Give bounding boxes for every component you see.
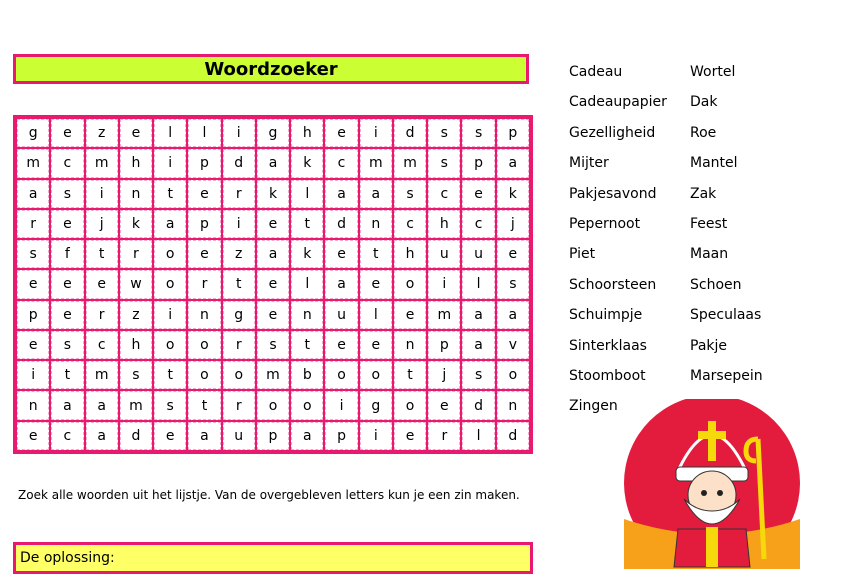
grid-cell[interactable]: u: [223, 422, 255, 450]
grid-cell[interactable]: n: [120, 180, 152, 208]
grid-cell[interactable]: i: [154, 301, 186, 329]
grid-cell[interactable]: h: [428, 210, 460, 238]
grid-cell[interactable]: j: [428, 361, 460, 389]
grid-cell[interactable]: n: [188, 301, 220, 329]
grid-cell[interactable]: m: [86, 149, 118, 177]
grid-cell[interactable]: a: [188, 422, 220, 450]
grid-cell[interactable]: i: [360, 119, 392, 147]
grid-cell[interactable]: e: [428, 391, 460, 419]
grid-cell[interactable]: p: [188, 210, 220, 238]
grid-cell[interactable]: e: [394, 301, 426, 329]
grid-cell[interactable]: s: [394, 180, 426, 208]
word-list-item: Mijter: [569, 155, 609, 172]
grid-cell[interactable]: h: [394, 240, 426, 268]
grid-cell[interactable]: k: [497, 180, 529, 208]
grid-cell[interactable]: c: [428, 180, 460, 208]
word-list-item: Gezelligheid: [569, 124, 656, 141]
grid-cell[interactable]: g: [360, 391, 392, 419]
grid-cell[interactable]: z: [120, 301, 152, 329]
grid-cell[interactable]: p: [257, 422, 289, 450]
word-list-item: Piet: [569, 246, 596, 263]
grid-cell[interactable]: j: [86, 210, 118, 238]
grid-cell[interactable]: d: [462, 391, 494, 419]
grid-cell[interactable]: i: [325, 391, 357, 419]
grid-cell[interactable]: t: [154, 361, 186, 389]
grid-cell[interactable]: r: [86, 301, 118, 329]
grid-cell[interactable]: t: [291, 331, 323, 359]
grid-cell[interactable]: k: [120, 210, 152, 238]
grid-cell[interactable]: a: [291, 422, 323, 450]
grid-cell[interactable]: e: [17, 270, 49, 298]
grid-cell[interactable]: n: [291, 301, 323, 329]
grid-cell[interactable]: e: [51, 210, 83, 238]
grid-cell[interactable]: i: [86, 180, 118, 208]
grid-cell[interactable]: t: [188, 391, 220, 419]
grid-cell[interactable]: d: [325, 210, 357, 238]
grid-cell[interactable]: k: [291, 240, 323, 268]
grid-cell[interactable]: u: [428, 240, 460, 268]
grid-cell[interactable]: o: [257, 391, 289, 419]
word-list-item: Pakjesavond: [569, 185, 657, 202]
grid-cell[interactable]: o: [223, 361, 255, 389]
grid-cell[interactable]: a: [497, 301, 529, 329]
grid-cell[interactable]: p: [17, 301, 49, 329]
grid-cell[interactable]: c: [51, 422, 83, 450]
letter-grid: [13, 115, 533, 454]
grid-cell[interactable]: g: [223, 301, 255, 329]
word-list-item: Pakje: [690, 337, 728, 354]
grid-cell[interactable]: c: [394, 210, 426, 238]
grid-cell[interactable]: o: [394, 391, 426, 419]
grid-cell[interactable]: r: [428, 422, 460, 450]
grid-cell[interactable]: t: [86, 240, 118, 268]
grid-cell[interactable]: a: [360, 180, 392, 208]
grid-cell[interactable]: s: [120, 361, 152, 389]
grid-cell[interactable]: a: [257, 149, 289, 177]
grid-cell[interactable]: e: [86, 270, 118, 298]
grid-cell[interactable]: m: [17, 149, 49, 177]
grid-cell[interactable]: g: [17, 119, 49, 147]
grid-cell[interactable]: s: [51, 180, 83, 208]
grid-cell[interactable]: z: [86, 119, 118, 147]
grid-cell[interactable]: e: [360, 270, 392, 298]
grid-cell[interactable]: e: [325, 119, 357, 147]
word-list-item: Sinterklaas: [569, 337, 647, 354]
grid-cell[interactable]: e: [17, 331, 49, 359]
grid-cell[interactable]: e: [51, 301, 83, 329]
grid-cell[interactable]: e: [257, 270, 289, 298]
grid-cell[interactable]: e: [394, 422, 426, 450]
grid-cell[interactable]: i: [223, 210, 255, 238]
grid-cell[interactable]: l: [291, 270, 323, 298]
grid-cell[interactable]: l: [462, 422, 494, 450]
grid-cell[interactable]: i: [223, 119, 255, 147]
grid-cell[interactable]: r: [120, 240, 152, 268]
word-list-item: Cadeau: [569, 64, 623, 80]
grid-cell[interactable]: m: [257, 361, 289, 389]
grid-cell[interactable]: m: [120, 391, 152, 419]
grid-cell[interactable]: s: [462, 361, 494, 389]
grid-cell[interactable]: i: [428, 270, 460, 298]
grid-cell[interactable]: n: [497, 391, 529, 419]
word-list-item: Zak: [690, 185, 717, 202]
grid-cell[interactable]: i: [17, 361, 49, 389]
grid-cell[interactable]: s: [462, 119, 494, 147]
word-list-item: Cadeaupapier: [569, 94, 667, 111]
grid-cell[interactable]: s: [497, 270, 529, 298]
word-list-item: Maan: [690, 246, 729, 263]
grid-cell[interactable]: u: [462, 240, 494, 268]
grid-cell[interactable]: t: [394, 361, 426, 389]
grid-cell[interactable]: o: [154, 331, 186, 359]
word-list-item: Roe: [690, 124, 717, 141]
grid-cell[interactable]: b: [291, 361, 323, 389]
grid-cell[interactable]: e: [325, 240, 357, 268]
puzzle-title: Woordzoeker: [13, 54, 529, 84]
grid-cell[interactable]: p: [188, 149, 220, 177]
word-list-item: Stoomboot: [569, 367, 646, 384]
grid-cell[interactable]: r: [223, 180, 255, 208]
grid-cell[interactable]: o: [154, 240, 186, 268]
word-list: [569, 62, 829, 427]
grid-cell[interactable]: e: [120, 119, 152, 147]
grid-cell[interactable]: s: [257, 331, 289, 359]
grid-cell[interactable]: m: [394, 149, 426, 177]
word-list-item: Pepernoot: [569, 215, 641, 232]
grid-cell[interactable]: z: [223, 240, 255, 268]
grid-cell[interactable]: a: [462, 301, 494, 329]
grid-cell[interactable]: r: [223, 331, 255, 359]
grid-cell[interactable]: a: [154, 210, 186, 238]
grid-cell[interactable]: g: [257, 119, 289, 147]
grid-cell[interactable]: n: [360, 210, 392, 238]
grid-cell[interactable]: s: [51, 331, 83, 359]
grid-cell[interactable]: l: [188, 119, 220, 147]
grid-cell[interactable]: u: [325, 301, 357, 329]
grid-cell[interactable]: e: [51, 270, 83, 298]
grid-cell[interactable]: h: [120, 331, 152, 359]
grid-cell[interactable]: p: [325, 422, 357, 450]
word-list-item: Schoen: [690, 276, 742, 293]
grid-cell[interactable]: f: [51, 240, 83, 268]
grid-cell[interactable]: o: [325, 361, 357, 389]
grid-cell[interactable]: a: [462, 331, 494, 359]
solution-label: De oplossing:: [20, 550, 115, 566]
grid-cell[interactable]: c: [86, 331, 118, 359]
grid-cell[interactable]: e: [51, 119, 83, 147]
grid-cell[interactable]: o: [360, 361, 392, 389]
word-list-item: Speculaas: [690, 307, 762, 324]
grid-cell[interactable]: o: [497, 361, 529, 389]
grid-cell[interactable]: l: [360, 301, 392, 329]
grid-cell[interactable]: e: [154, 422, 186, 450]
grid-cell[interactable]: e: [462, 180, 494, 208]
instruction-text: Zoek alle woorden uit het lijstje. Van de overgebleven letters kun je een zin maken.: [18, 488, 520, 502]
solution-box[interactable]: [13, 542, 533, 574]
word-list-item: Feest: [690, 215, 728, 232]
grid-cell[interactable]: l: [462, 270, 494, 298]
grid-cell[interactable]: p: [428, 331, 460, 359]
grid-cell[interactable]: e: [360, 331, 392, 359]
grid-cell[interactable]: a: [325, 270, 357, 298]
word-list-item: Zingen: [569, 398, 618, 415]
grid-cell[interactable]: e: [257, 301, 289, 329]
grid-cell[interactable]: o: [394, 270, 426, 298]
grid-cell[interactable]: t: [51, 361, 83, 389]
grid-cell[interactable]: r: [188, 270, 220, 298]
grid-cell[interactable]: c: [51, 149, 83, 177]
grid-cell[interactable]: e: [188, 180, 220, 208]
grid-cell[interactable]: o: [154, 270, 186, 298]
grid-cell[interactable]: t: [154, 180, 186, 208]
grid-cell[interactable]: k: [291, 149, 323, 177]
grid-cell[interactable]: s: [154, 391, 186, 419]
grid-cell[interactable]: l: [291, 180, 323, 208]
grid-cell[interactable]: a: [497, 149, 529, 177]
grid-cell[interactable]: r: [223, 391, 255, 419]
grid-cell[interactable]: c: [325, 149, 357, 177]
grid-cell[interactable]: m: [86, 361, 118, 389]
grid-cell[interactable]: e: [257, 210, 289, 238]
grid-cell[interactable]: h: [120, 149, 152, 177]
grid-cell[interactable]: a: [17, 180, 49, 208]
grid-cell[interactable]: s: [428, 149, 460, 177]
grid-cell[interactable]: k: [257, 180, 289, 208]
grid-cell[interactable]: i: [154, 149, 186, 177]
grid-cell[interactable]: v: [497, 331, 529, 359]
grid-cell[interactable]: a: [257, 240, 289, 268]
grid-cell[interactable]: p: [462, 149, 494, 177]
grid-cell[interactable]: w: [120, 270, 152, 298]
sinterklaas-illustration: [618, 399, 806, 569]
word-list-item: Schoorsteen: [569, 276, 657, 293]
grid-cell[interactable]: o: [188, 361, 220, 389]
grid-cell[interactable]: a: [325, 180, 357, 208]
grid-cell[interactable]: o: [188, 331, 220, 359]
grid-cell[interactable]: t: [223, 270, 255, 298]
word-list-item: Wortel: [690, 64, 736, 80]
word-list-item: Marsepein: [690, 367, 763, 384]
grid-cell[interactable]: l: [154, 119, 186, 147]
grid-cell[interactable]: t: [360, 240, 392, 268]
grid-cell[interactable]: s: [17, 240, 49, 268]
grid-cell[interactable]: a: [86, 391, 118, 419]
word-list-item: Mantel: [690, 155, 738, 172]
grid-cell[interactable]: r: [17, 210, 49, 238]
grid-cell[interactable]: a: [51, 391, 83, 419]
grid-cell[interactable]: s: [428, 119, 460, 147]
grid-cell[interactable]: d: [497, 422, 529, 450]
grid-cell[interactable]: j: [497, 210, 529, 238]
grid-cell[interactable]: h: [291, 119, 323, 147]
grid-cell[interactable]: m: [428, 301, 460, 329]
grid-cell[interactable]: e: [325, 331, 357, 359]
grid-cell[interactable]: n: [17, 391, 49, 419]
word-list-item: Dak: [690, 94, 718, 111]
grid-cell[interactable]: p: [497, 119, 529, 147]
grid-cell[interactable]: m: [360, 149, 392, 177]
grid-cell[interactable]: t: [291, 210, 323, 238]
grid-cell[interactable]: a: [86, 422, 118, 450]
grid-cell[interactable]: e: [17, 422, 49, 450]
grid-cell[interactable]: d: [394, 119, 426, 147]
grid-cell[interactable]: c: [462, 210, 494, 238]
grid-cell[interactable]: i: [360, 422, 392, 450]
grid-cell[interactable]: d: [120, 422, 152, 450]
grid-cell[interactable]: o: [291, 391, 323, 419]
grid-cell[interactable]: e: [188, 240, 220, 268]
word-list-item: Schuimpje: [569, 307, 643, 324]
grid-cell[interactable]: d: [223, 149, 255, 177]
grid-cell[interactable]: n: [394, 331, 426, 359]
grid-cell[interactable]: e: [497, 240, 529, 268]
